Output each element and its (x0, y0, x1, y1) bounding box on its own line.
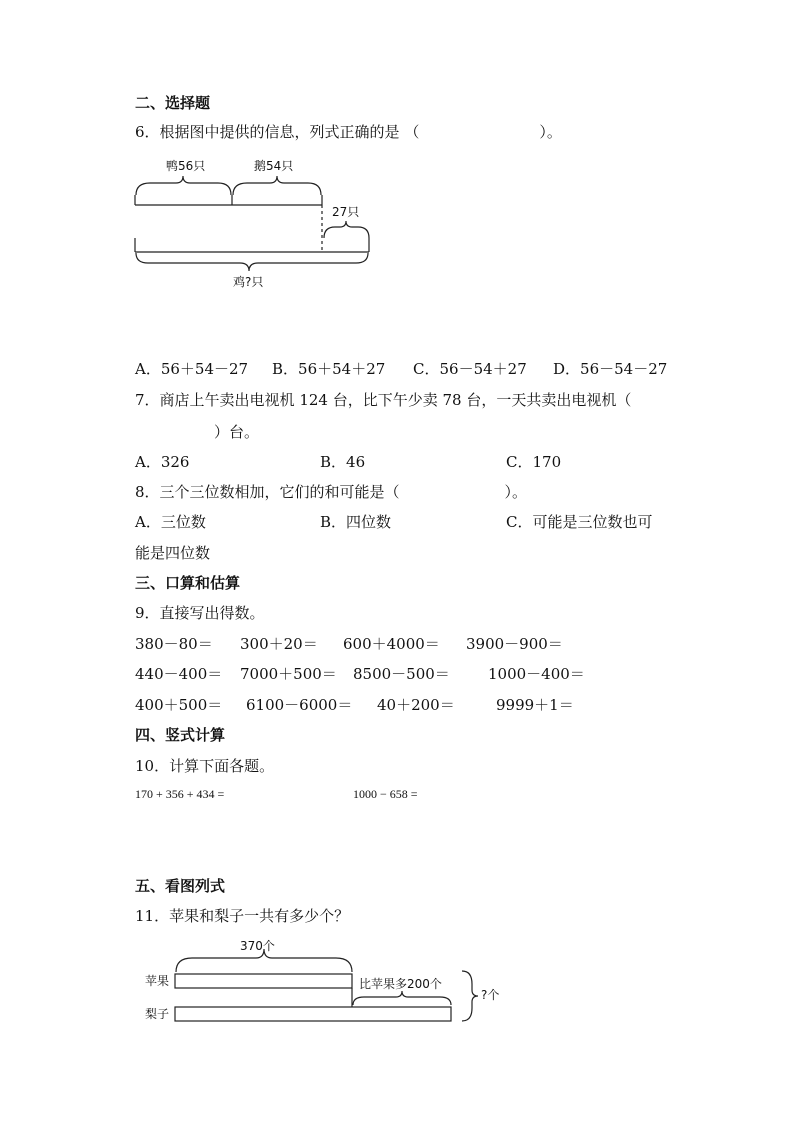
diff-brace (324, 221, 369, 238)
goose-label: 鹅54只 (254, 159, 294, 173)
q9-item: 8500－500＝ (353, 665, 450, 683)
section-title-mental: 三、口算和估算 (135, 574, 241, 592)
more-than-apple-label: 比苹果多200个 (359, 977, 442, 991)
diff-label: 27只 (332, 205, 360, 219)
section-title-picture: 五、看图列式 (135, 877, 226, 895)
q9-item: 600＋4000＝ (343, 635, 440, 653)
question-11-text: 11．苹果和梨子一共有多少个？ (135, 907, 350, 925)
pear-label: 梨子 (145, 1007, 170, 1021)
q7-option-c: C．170 (506, 453, 562, 471)
section-title-choice: 二、选择题 (135, 94, 211, 112)
duck-label: 鸭56只 (166, 159, 206, 173)
chicken-brace (136, 253, 368, 271)
q8-option-c-continued: 能是四位数 (135, 544, 211, 562)
q6-option-a: A．56＋54－27 (135, 360, 249, 378)
more-brace (353, 991, 451, 1005)
question-8-text: 8．三个三位数相加，它们的和可能是（ ）。 (135, 483, 528, 501)
q9-item: 440－400＝ (135, 665, 223, 683)
goose-brace (233, 176, 321, 195)
apple-bar (175, 974, 352, 988)
question-9-text: 9．直接写出得数。 (135, 604, 265, 622)
question-7-line1: 7．商店上午卖出电视机 124 台，比下午少卖 78 台，一天共卖出电视机（ (135, 391, 632, 409)
q9-item: 6100－6000＝ (246, 696, 353, 714)
q10-expression-1: 170 + 356 + 434 = (135, 787, 225, 801)
q7-option-b: B．46 (320, 453, 366, 471)
q9-item: 9999＋1＝ (496, 696, 574, 714)
apple-count-label: 370个 (240, 939, 275, 953)
q9-item: 400＋500＝ (135, 696, 223, 714)
q6-option-d: D．56－54－27 (553, 360, 668, 378)
q6-option-b: B．56＋54＋27 (272, 360, 386, 378)
q9-item: 380－80＝ (135, 635, 213, 653)
q9-item: 7000＋500＝ (240, 665, 337, 683)
q9-item: 1000－400＝ (488, 665, 585, 683)
q6-option-c: C．56－54＋27 (413, 360, 527, 378)
chicken-label: 鸡?只 (233, 275, 264, 289)
section-title-vertical: 四、竖式计算 (135, 726, 226, 744)
q9-item: 3900－900＝ (466, 635, 563, 653)
pear-bar (175, 1007, 451, 1021)
question-7-line2: ）台。 (214, 423, 260, 441)
apple-label: 苹果 (145, 974, 170, 988)
q8-option-b: B．四位数 (320, 513, 392, 531)
total-brace (462, 971, 478, 1021)
total-label: ?个 (481, 988, 500, 1002)
question-10-text: 10．计算下面各题。 (135, 757, 275, 775)
q7-option-a: A．326 (135, 453, 190, 471)
q8-option-a: A．三位数 (135, 513, 206, 531)
q8-option-c: C．可能是三位数也可 (506, 513, 653, 531)
q9-item: 300＋20＝ (240, 635, 318, 653)
q9-item: 40＋200＝ (377, 696, 455, 714)
q10-expression-2: 1000 − 658 = (353, 787, 418, 801)
question-6-text: 6．根据图中提供的信息，列式正确的是 （ ）。 (135, 123, 562, 141)
duck-brace (136, 176, 231, 195)
